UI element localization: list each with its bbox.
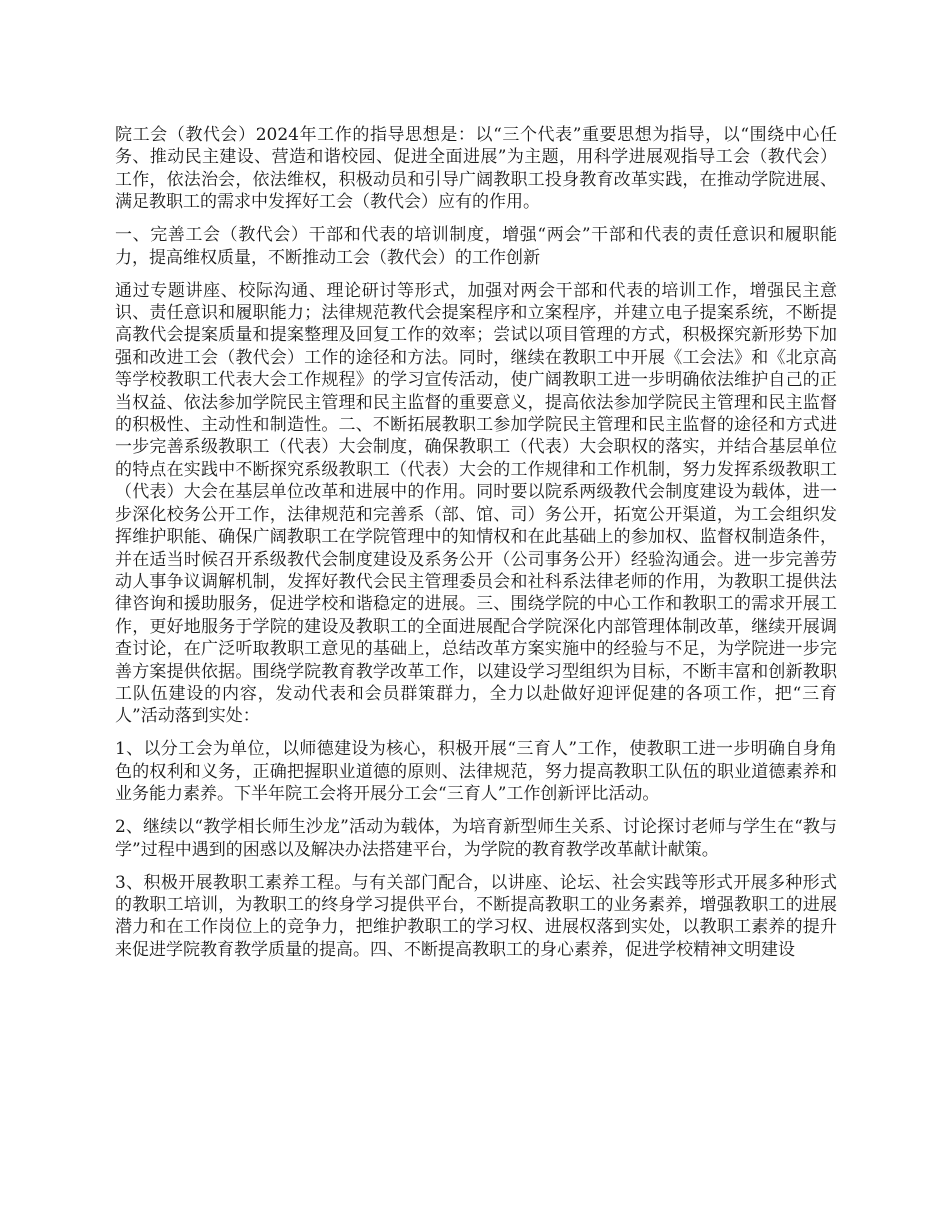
document-body	[115, 124, 837, 972]
paragraph-training: 通过专题讲座、校际沟通、理论研讨等形式，加强对两会干部和代表的培训工作，增强民主意识、责任意识和履职能力；法律规范教代会提案程序和立案程序，并建立电子提案系统，不断提高教代会提案质量和提案整理及回复工作的效率；尝试以项目管理的方式，积极探究新形势下加强和改进工会（教代会）工作的途径和方法。同时，继续在教职工中开展《工会法》和《北京高等学校教职工代表大会工作规程》的学习宣传活动，使广阔教职工进一步明确依法维护自己的正当权益、依法参加学院民主管理和民主监督的重要意义，提高依法参加学院民主管理和民主监督的积极性、主动性和制造性。二、不断拓展教职工参加学院民主管理和民主监督的途径和方式进一步完善系级教职工（代表）大会制度，确保教职工（代表）大会职权的落实，并结合基层单位的特点在实践中不断探究系级教职工（代表）大会的工作规律和工作机制，努力发挥系级教职工（代表）大会在基层单位改革和进展中的作用。同时要以院系两级教代会制度建设为载体，进一步深化校务公开工作，法律规范和完善系（部、馆、司）务公开，拓宽公开渠道，为工会组织发挥维护职能、确保广阔教职工在学院管理中的知情权和在此基础上的参加权、监督权制造条件，并在适当时候召开系级教代会制度建设及系务公开（公司事务公开）经验沟通会。进一步完善劳动人事争议调解机制，发挥好教代会民主管理委员会和社科系法律老师的作用，为教职工提供法律咨询和援助服务，促进学校和谐稳定的进展。三、围绕学院的中心工作和教职工的需求开展工作，更好地服务于学院的建设及教职工的全面进展配合学院深化内部管理体制改革，继续开展调查讨论，在广泛听取教职工意见的基础上，总结改革方案实施中的经验与不足，为学院进一步完善方案提供依据。围绕学院教育教学改革工作，以建设学习型组织为目标，不断丰富和创新教职工队伍建设的内容，发动代表和会员群策群力，全力以赴做好迎评促建的各项工作，把“三育人”活动落到实处：	[115, 280, 837, 727]
list-item-1: 1、以分工会为单位，以师德建设为核心，积极开展“三育人”工作，使教职工进一步明确自身角色的权利和义务，正确把握职业道德的原则、法律规范，努力提高教职工队伍的职业道德素养和业务能力素养。下半年院工会将开展分工会“三育人”工作创新评比活动。	[115, 739, 837, 805]
list-item-3: 3、积极开展教职工素养工程。与有关部门配合，以讲座、论坛、社会实践等形式开展多种形式的教职工培训，为教职工的终身学习提供平台，不断提高教职工的业务素养，增强教职工的进展潜力和在工作岗位上的竞争力，把维护教职工的学习权、进展权落到实处，以教职工素养的提升来促进学院教育教学质量的提高。四、不断提高教职工的身心素养，促进学校精神文明建设	[115, 872, 837, 960]
section-heading-1: 一、完善工会（教代会）干部和代表的培训制度，增强“两会”干部和代表的责任意识和履职能力，提高维权质量，不断推动工会（教代会）的工作创新	[115, 225, 837, 268]
list-item-2: 2、继续以“教学相长师生沙龙”活动为载体，为培育新型师生关系、讨论探讨老师与学生在“教与学”过程中遇到的困惑以及解决办法搭建平台，为学院的教育教学改革献计献策。	[115, 817, 837, 860]
paragraph-guiding-thought: 院工会（教代会）2024年工作的指导思想是：以“三个代表”重要思想为指导，以“围绕中心任务、推动民主建设、营造和谐校园、促进全面进展”为主题，用科学进展观指导工会（教代会）工作，依法治会，依法维权，积极动员和引导广阔教职工投身教育改革实践，在推动学院进展、满足教职工的需求中发挥好工会（教代会）应有的作用。	[115, 125, 837, 213]
